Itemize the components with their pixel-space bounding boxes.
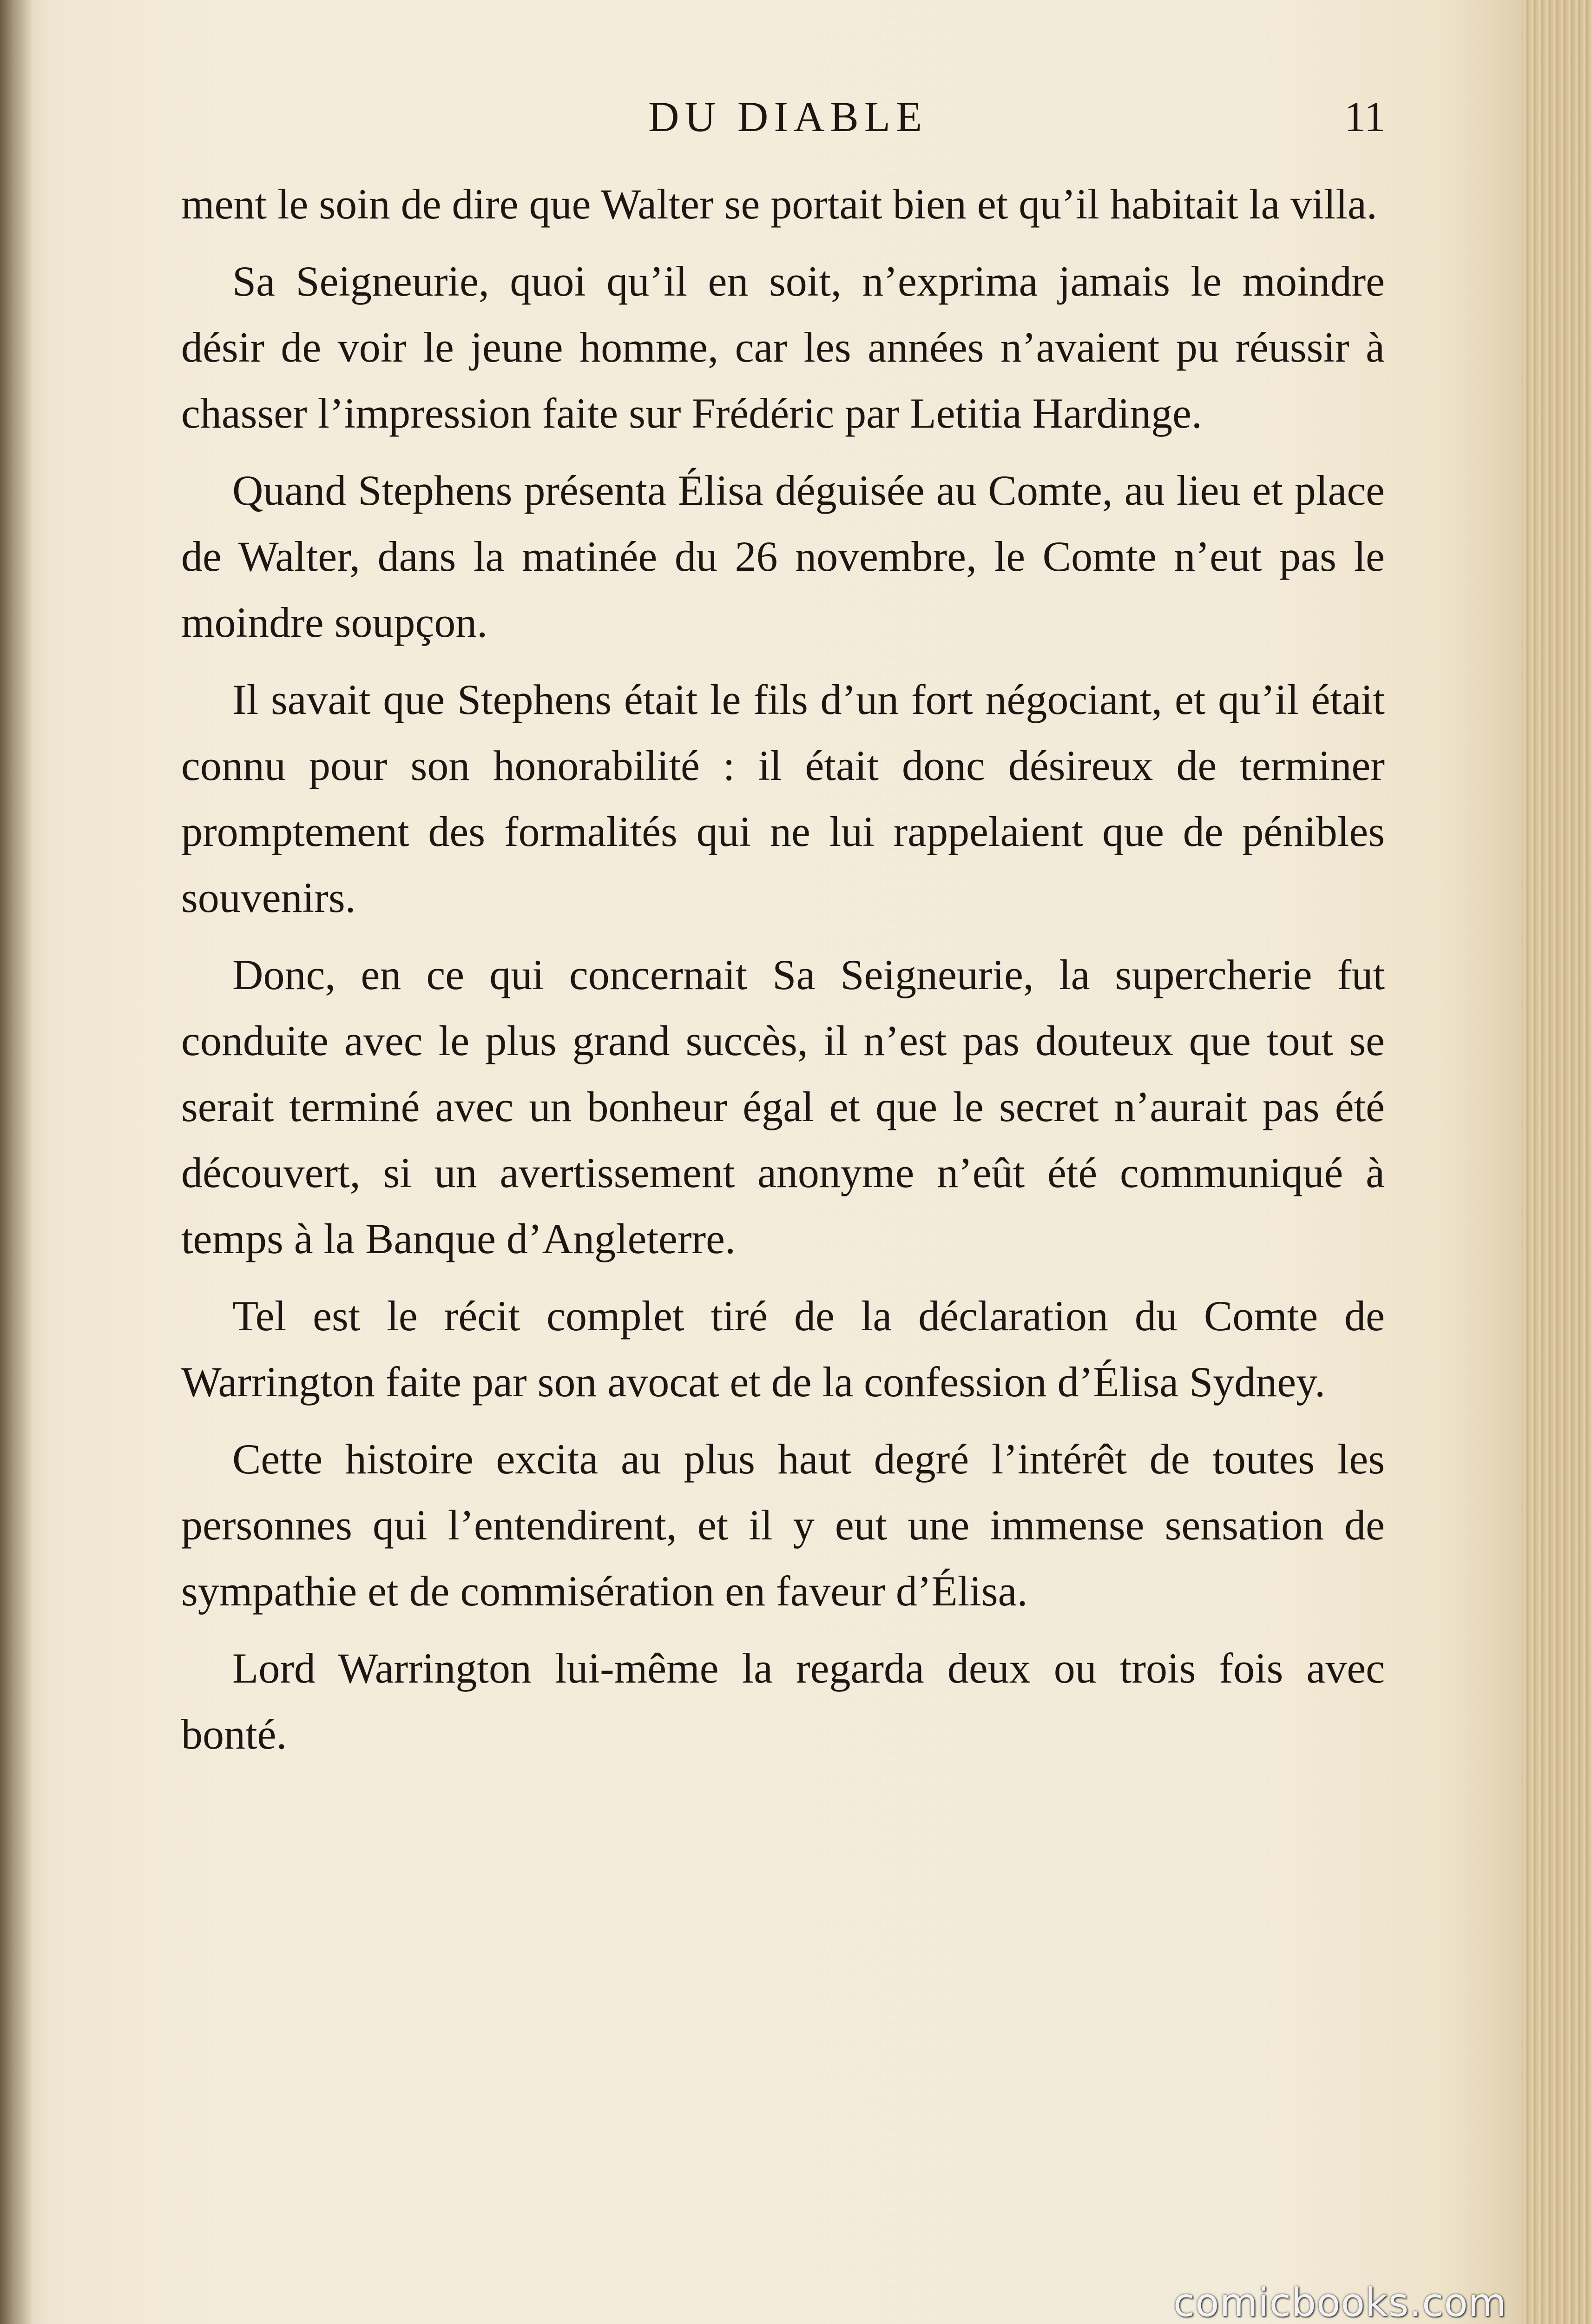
paragraph-6: Tel est le récit complet tiré de la déclaration du Comte de Warrington faite par son avocat et de la confession d’Élisa Sydney. [181, 1292, 1385, 1406]
paragraph-7: Cette histoire excita au plus haut degré l’intérêt de toutes les personnes qui l’entendirent, et il y eut une immense sensation de sympathie et de commisération en faveur d’Élisa. [181, 1435, 1385, 1615]
page-header [0, 92, 1592, 148]
paragraph-1: ment le soin de dire que Walter se portait bien et qu’il habitait la villa. [181, 180, 1377, 228]
page-number: 11 [1344, 93, 1386, 140]
gutter-shadow [0, 0, 33, 2324]
paragraph-5: Donc, en ce qui concernait Sa Seigneurie, la supercherie fut conduite avec le plus grand succès, il n’est pas douteux que tout se serait terminé avec un bonheur égal et que le secret n’aurait pas été découvert, si un avertissement anonyme n’eût été communiqué à temps à la Banque d’Angleterre. [181, 951, 1385, 1262]
paragraph-4: Il savait que Stephens était le fils d’un fort négociant, et qu’il était connu pour son honorabilité : il était donc désireux de terminer promptement des formalités qui ne lui rappelaient que de pénibles souvenirs. [181, 676, 1385, 921]
running-title: DU DIABLE [648, 93, 928, 140]
watermark: comicbooks.com [1173, 2280, 1507, 2324]
body-text [181, 171, 1385, 1778]
paragraph-8: Lord Warrington lui-même la regarda deux ou trois fois avec bonté. [181, 1644, 1385, 1758]
page-edge [1522, 0, 1592, 2324]
paragraph-3: Quand Stephens présenta Élisa déguisée au Comte, au lieu et place de Walter, dans la matinée du 26 novembre, le Comte n’eut pas le moindre soupçon. [181, 467, 1385, 646]
paragraph-2: Sa Seigneurie, quoi qu’il en soit, n’exprima jamais le moindre désir de voir le jeune homme, car les années n’avaient pu réussir à chasser l’impression faite sur Frédéric par Letitia Hardinge. [181, 257, 1385, 437]
